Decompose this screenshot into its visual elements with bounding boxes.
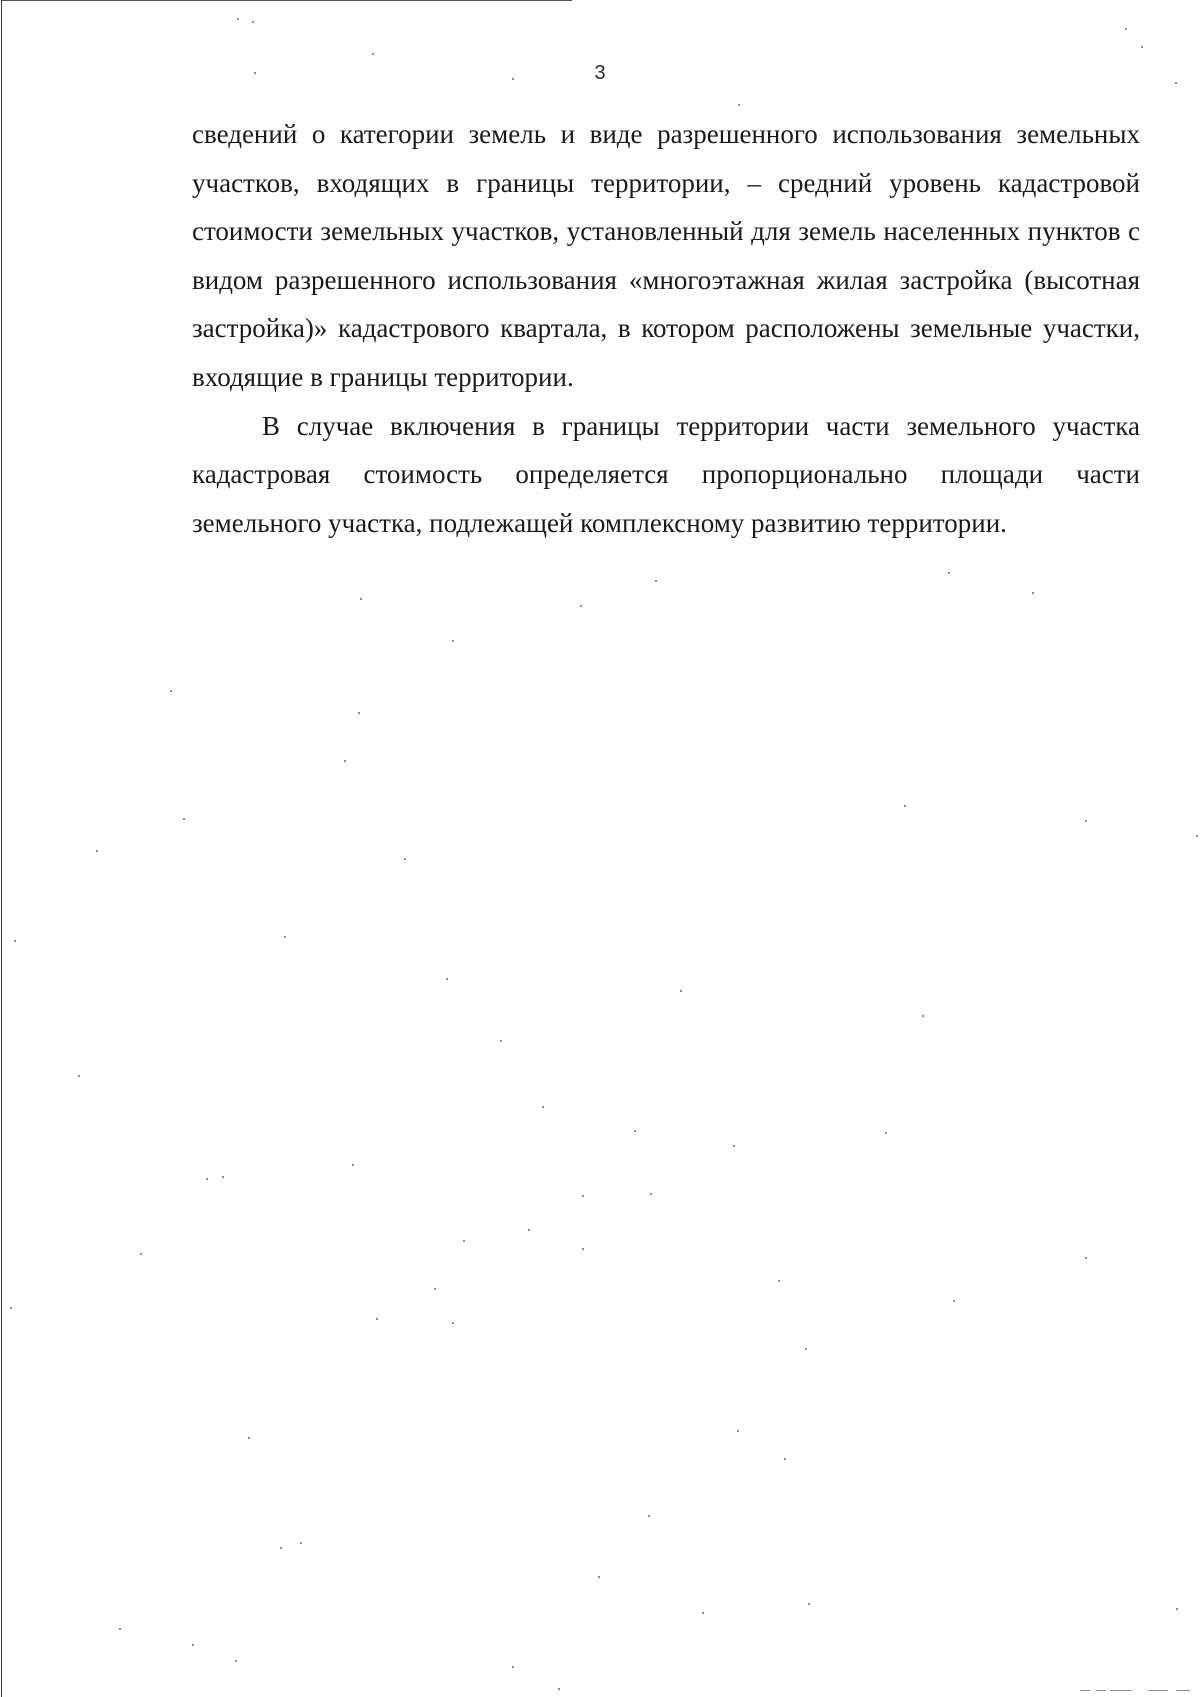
- scan-edge-top: [2, 0, 572, 1]
- paragraph-partial-plot: В случае включения в границы территории части земельного участка кадастровая стоимость определяется пропорционально площади части земельного участка, подлежащей комплексному развитию территории.: [192, 410, 1140, 538]
- scan-bottom-marks: [1080, 1690, 1200, 1692]
- body-text: [192, 110, 1140, 547]
- paragraph-continuation: сведений о категории земель и виде разрешенного использования земельных участков, входящих в границы территории, – средний уровень кадастровой стоимости земельных участков, установленный для земель населенных пунктов с видом разрешенного использования «многоэтажная жилая застройка (высотная застройка)» кадастрового квартала, в котором расположены земельные участки, входящие в границы территории.: [192, 119, 1140, 392]
- scan-edge-left: [1, 0, 2, 1697]
- page-number: 3: [594, 62, 606, 84]
